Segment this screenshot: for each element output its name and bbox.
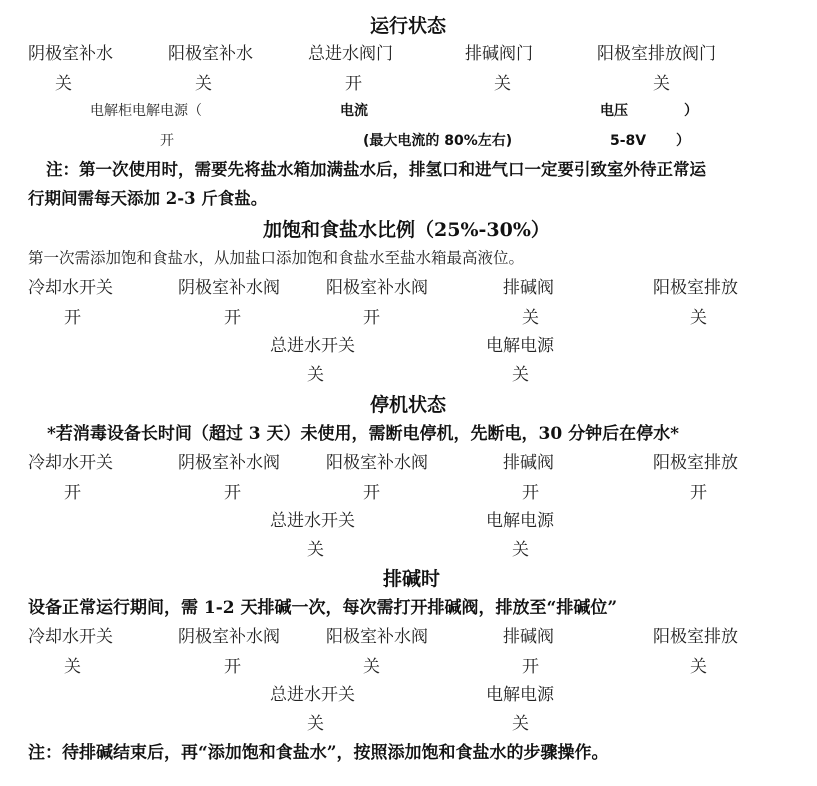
section1-value-cathode-refill: 关	[55, 74, 72, 94]
section2-label-cathode-refill: 阴极室补水阀	[178, 278, 280, 298]
section2-value-electrolysis-power: 关	[512, 365, 529, 385]
section3-label-cathode-refill: 阴极室补水阀	[178, 453, 280, 473]
section3-label-main-inlet-switch: 总进水开关	[270, 511, 355, 531]
section4-label-main-inlet-switch: 总进水开关	[270, 685, 355, 705]
section2-label-cooling-water: 冷却水开关	[28, 278, 113, 298]
section1-current-label: 电流	[340, 103, 368, 119]
section2-label-main-inlet-switch: 总进水开关	[270, 336, 355, 356]
section1-power-label: 电解柜电解电源（	[90, 103, 202, 119]
section2-value-anode-refill: 开	[363, 308, 380, 328]
section4-value-electrolysis-power: 关	[512, 714, 529, 734]
section1-value-main-inlet-valve: 开	[345, 74, 362, 94]
section2-label-electrolysis-power: 电解电源	[486, 336, 554, 356]
section3-value-cooling-water: 开	[64, 483, 81, 503]
section4-label-alkali-valve: 排碱阀	[503, 627, 554, 647]
section1-value-alkali-valve: 关	[494, 74, 511, 94]
section2-value-main-inlet-switch: 关	[307, 365, 324, 385]
section2-title: 加饱和食盐水比例（25%-30%）	[263, 219, 550, 241]
section3-value-cathode-refill: 开	[224, 483, 241, 503]
section1-label-anode-refill: 阳极室补水	[168, 44, 253, 64]
section4-value-main-inlet-switch: 关	[307, 714, 324, 734]
section1-label-main-inlet-valve: 总进水阀门	[308, 44, 393, 64]
section1-label-anode-drain-valve: 阳极室排放阀门	[597, 44, 716, 64]
section2-value-anode-drain: 关	[690, 308, 707, 328]
section4-value-cathode-refill: 开	[224, 657, 241, 677]
section1-value-anode-refill: 关	[195, 74, 212, 94]
section2-value-alkali-valve: 关	[522, 308, 539, 328]
section4-value-anode-refill: 关	[363, 657, 380, 677]
section3-label-electrolysis-power: 电解电源	[486, 511, 554, 531]
section3-label-alkali-valve: 排碱阀	[503, 453, 554, 473]
section4-title: 排碱时	[383, 568, 441, 590]
section4-label-anode-drain: 阳极室排放	[653, 627, 738, 647]
section3-title: 停机状态	[370, 394, 447, 416]
section1-note-line1: 注：第一次使用时，需要先将盐水箱加满盐水后，排氢口和进气口一定要引致室外待正常运	[46, 160, 706, 179]
section4-value-anode-drain: 关	[690, 657, 707, 677]
section3-value-electrolysis-power: 关	[512, 540, 529, 560]
section2-label-anode-drain: 阳极室排放	[653, 278, 738, 298]
section1-current-value: (最大电流的 80%左右)	[363, 133, 513, 149]
section1-note-line2: 行期间需每天添加 2-3 斤食盐。	[28, 189, 268, 208]
section1-close-paren-1: ）	[684, 103, 698, 119]
section1-title: 运行状态	[370, 15, 447, 37]
section3-value-alkali-valve: 开	[522, 483, 539, 503]
section2-value-cathode-refill: 开	[224, 308, 241, 328]
section2-description: 第一次需添加饱和食盐水，从加盐口添加饱和食盐水至盐水箱最高液位。	[28, 249, 525, 267]
section1-voltage-label: 电压	[600, 103, 628, 119]
section2-label-alkali-valve: 排碱阀	[503, 278, 554, 298]
section1-value-anode-drain-valve: 关	[653, 74, 670, 94]
section3-label-anode-refill: 阳极室补水阀	[326, 453, 428, 473]
section4-label-electrolysis-power: 电解电源	[486, 685, 554, 705]
section1-voltage-value: 5-8V	[610, 133, 647, 149]
section2-value-cooling-water: 开	[64, 308, 81, 328]
section4-value-alkali-valve: 开	[522, 657, 539, 677]
section4-note: 设备正常运行期间，需 1-2 天排碱一次，每次需打开排碱阀，排放至“排碱位”	[28, 598, 618, 618]
section1-label-alkali-valve: 排碱阀门	[465, 44, 533, 64]
section3-label-cooling-water: 冷却水开关	[28, 453, 113, 473]
section1-close-paren-2: ）	[676, 133, 690, 149]
section4-label-anode-refill: 阳极室补水阀	[326, 627, 428, 647]
section3-value-main-inlet-switch: 关	[307, 540, 324, 560]
section1-label-cathode-refill: 阴极室补水	[28, 44, 113, 64]
section4-label-cooling-water: 冷却水开关	[28, 627, 113, 647]
section4-footer-note: 注：待排碱结束后，再“添加饱和食盐水”，按照添加饱和食盐水的步骤操作。	[28, 743, 609, 763]
section3-note: *若消毒设备长时间（超过 3 天）未使用，需断电停机，先断电，30 分钟后在停水*	[47, 424, 680, 444]
section3-value-anode-refill: 开	[363, 483, 380, 503]
section2-label-anode-refill: 阳极室补水阀	[326, 278, 428, 298]
section3-label-anode-drain: 阳极室排放	[653, 453, 738, 473]
section4-label-cathode-refill: 阴极室补水阀	[178, 627, 280, 647]
section4-value-cooling-water: 关	[64, 657, 81, 677]
section3-value-anode-drain: 开	[690, 483, 707, 503]
section1-power-value: 开	[160, 133, 174, 149]
